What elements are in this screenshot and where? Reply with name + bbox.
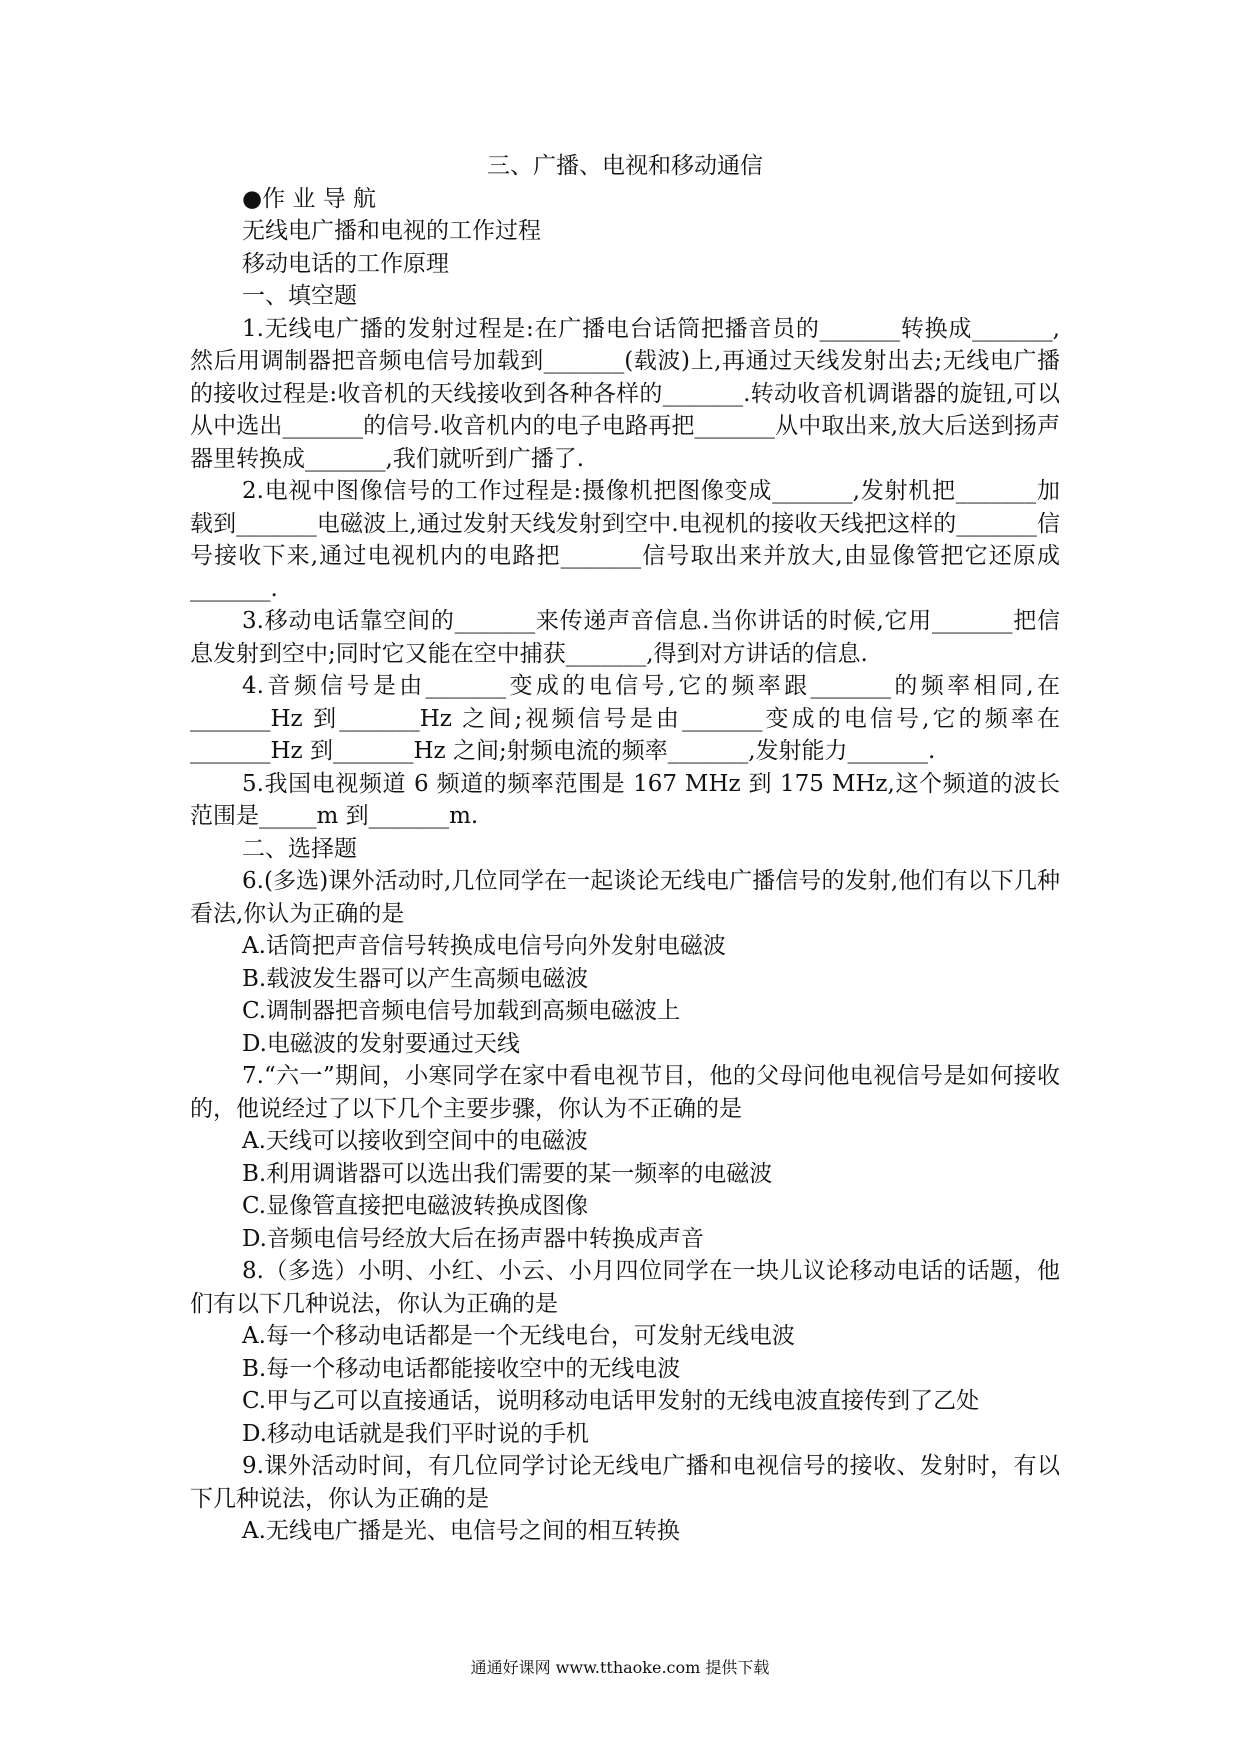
document-body	[190, 150, 1060, 1548]
question-8: 8.（多选）小明、小红、小云、小月四位同学在一块儿议论移动电话的话题，他们有以下几种说法，你认为正确的是	[190, 1258, 1060, 1317]
option: A.话筒把声音信号转换成电信号向外发射电磁波	[242, 933, 726, 959]
option: A.天线可以接收到空间中的电磁波	[242, 1128, 588, 1154]
option: D.移动电话就是我们平时说的手机	[242, 1420, 589, 1447]
option: C.甲与乙可以直接通话，说明移动电话甲发射的无线电波直接传到了乙处	[242, 1388, 980, 1414]
question-2: 2.电视中图像信号的工作过程是:摄像机把图像变成_______,发射机把_______加载到_______电磁波上,通过发射天线发射到空中.电视机的接收天线把这样的_______信号接收下来,通过电视机内的电路把_______信号取出来并放大,由显像管把它还原成_______.	[190, 478, 1060, 602]
question-1: 1.无线电广播的发射过程是:在广播电台话筒把播音员的_______转换成_______,然后用调制器把音频电信号加载到_______(载波)上,再通过天线发射出去;无线电广播的接收过程是:收音机的天线接收到各种各样的_______.转动收音机调谐器的旋钮,可以从中选出_______的信号.收音机内的电子电路再把_______从中取出来,放大后送到扬声器里转换成_______,我们就听到广播了.	[190, 315, 1060, 472]
option: C.显像管直接把电磁波转换成图像	[242, 1193, 589, 1219]
option: B.每一个移动电话都能接收空中的无线电波	[242, 1355, 681, 1382]
question-7: 7.“六一”期间，小寒同学在家中看电视节目，他的父母问他电视信号是如何接收的，他说经过了以下几个主要步骤，你认为不正确的是	[190, 1063, 1060, 1122]
question-3: 3.移动电话靠空间的_______来传递声音信息.当你讲话的时候,它用_______把信息发射到空中;同时它又能在空中捕获_______,得到对方讲话的信息.	[190, 608, 1060, 667]
nav-item: 无线电广播和电视的工作过程	[242, 218, 541, 244]
question-6: 6.(多选)课外活动时,几位同学在一起谈论无线电广播信号的发射,他们有以下几种看法,你认为正确的是	[190, 868, 1060, 927]
option: A.每一个移动电话都是一个无线电台，可发射无线电波	[242, 1323, 795, 1349]
nav-heading: ●作 业 导 航	[242, 185, 377, 212]
nav-item: 移动电话的工作原理	[242, 250, 449, 277]
section-heading-fill: 一、填空题	[242, 283, 357, 309]
option: D.电磁波的发射要通过天线	[242, 1030, 520, 1057]
option: B.利用调谐器可以选出我们需要的某一频率的电磁波	[242, 1160, 773, 1187]
question-4: 4.音频信号是由_______变成的电信号,它的频率跟_______的频率相同,在_______Hz 到_______Hz 之间;视频信号是由_______变成的电信号,它的频率在_______Hz 到_______Hz 之间;射频电流的频率_______,发射能力_______.	[190, 673, 1060, 764]
question-5: 5.我国电视频道 6 频道的频率范围是 167 MHz 到 175 MHz,这个频道的波长范围是_____m 到_______m.	[190, 770, 1060, 829]
option: D.音频电信号经放大后在扬声器中转换成声音	[242, 1225, 704, 1252]
section-heading-choice: 二、选择题	[242, 835, 357, 862]
option: B.载波发生器可以产生高频电磁波	[242, 965, 589, 992]
page-footer: 通通好课网 www.tthaoke.com 提供下载	[470, 1658, 770, 1677]
question-9: 9.课外活动时间，有几位同学讨论无线电广播和电视信号的接收、发射时，有以下几种说法，你认为正确的是	[190, 1453, 1060, 1512]
option: C.调制器把音频电信号加载到高频电磁波上	[242, 998, 681, 1024]
option: A.无线电广播是光、电信号之间的相互转换	[242, 1518, 680, 1544]
page-title: 三、广播、电视和移动通信	[487, 153, 763, 179]
